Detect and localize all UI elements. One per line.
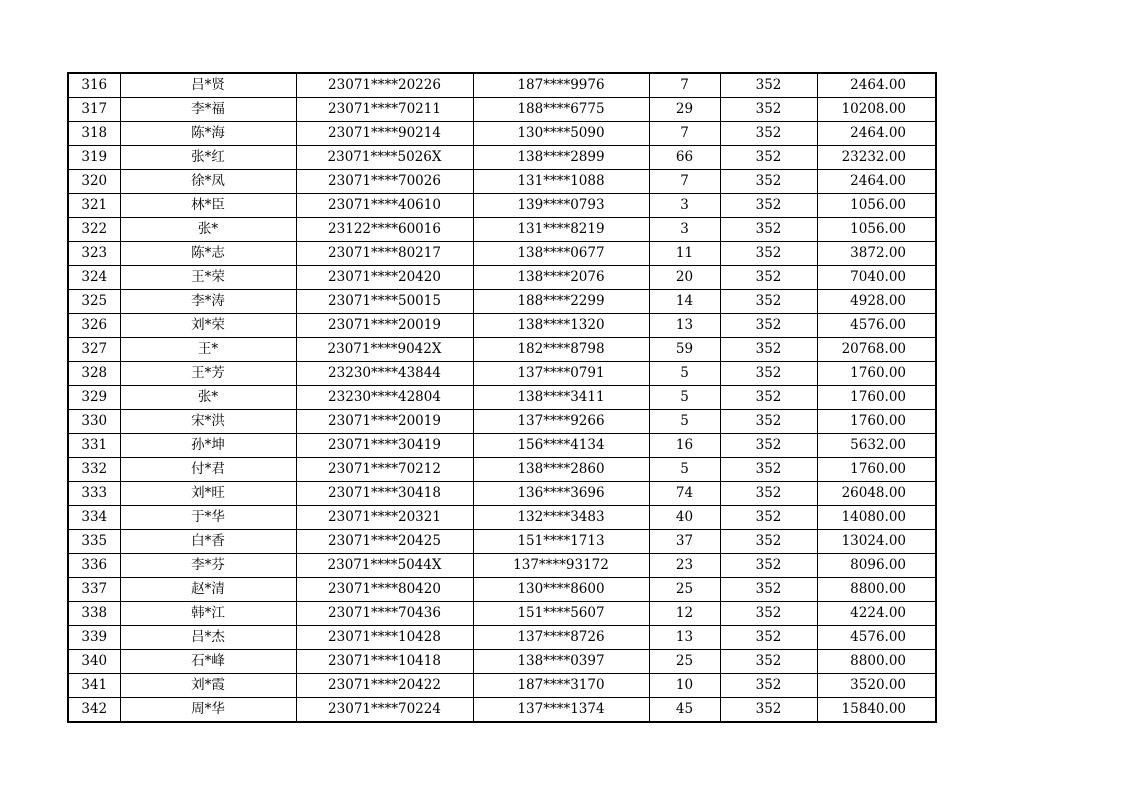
cell-id-number: 23230****42804	[296, 386, 473, 410]
cell-rate: 352	[720, 146, 817, 170]
table-row	[68, 386, 936, 410]
cell-quantity: 66	[649, 146, 720, 170]
cell-name: 白*香	[120, 530, 296, 554]
cell-amount: 4224.00	[817, 602, 936, 626]
cell-amount: 13024.00	[817, 530, 936, 554]
cell-name: 付*君	[120, 458, 296, 482]
cell-amount: 14080.00	[817, 506, 936, 530]
cell-amount: 4576.00	[817, 314, 936, 338]
cell-rate: 352	[720, 242, 817, 266]
cell-rate: 352	[720, 482, 817, 506]
cell-amount: 3872.00	[817, 242, 936, 266]
cell-rate: 352	[720, 290, 817, 314]
cell-name: 于*华	[120, 506, 296, 530]
cell-name: 陈*海	[120, 122, 296, 146]
cell-rate: 352	[720, 338, 817, 362]
cell-phone: 137****8726	[473, 626, 649, 650]
cell-name: 吕*贤	[120, 73, 296, 98]
cell-row-number: 319	[68, 146, 120, 170]
cell-phone: 182****8798	[473, 338, 649, 362]
cell-phone: 137****1374	[473, 698, 649, 723]
cell-name: 石*峰	[120, 650, 296, 674]
cell-phone: 130****5090	[473, 122, 649, 146]
table-row	[68, 314, 936, 338]
cell-amount: 1056.00	[817, 194, 936, 218]
cell-id-number: 23071****20019	[296, 314, 473, 338]
cell-phone: 137****93172	[473, 554, 649, 578]
cell-quantity: 59	[649, 338, 720, 362]
cell-row-number: 325	[68, 290, 120, 314]
cell-phone: 138****0677	[473, 242, 649, 266]
cell-row-number: 340	[68, 650, 120, 674]
cell-id-number: 23071****40610	[296, 194, 473, 218]
cell-phone: 138****2076	[473, 266, 649, 290]
table-row	[68, 458, 936, 482]
table-row	[68, 170, 936, 194]
cell-quantity: 7	[649, 73, 720, 98]
table-row	[68, 554, 936, 578]
cell-row-number: 321	[68, 194, 120, 218]
cell-rate: 352	[720, 266, 817, 290]
cell-row-number: 336	[68, 554, 120, 578]
cell-row-number: 323	[68, 242, 120, 266]
cell-quantity: 7	[649, 122, 720, 146]
cell-name: 宋*洪	[120, 410, 296, 434]
cell-rate: 352	[720, 194, 817, 218]
table-row	[68, 362, 936, 386]
cell-id-number: 23122****60016	[296, 218, 473, 242]
cell-amount: 8800.00	[817, 578, 936, 602]
cell-phone: 156****4134	[473, 434, 649, 458]
cell-row-number: 339	[68, 626, 120, 650]
table-row	[68, 290, 936, 314]
cell-quantity: 7	[649, 170, 720, 194]
table-row	[68, 122, 936, 146]
cell-id-number: 23071****70224	[296, 698, 473, 723]
table-row	[68, 266, 936, 290]
cell-amount: 1760.00	[817, 362, 936, 386]
cell-rate: 352	[720, 122, 817, 146]
cell-quantity: 11	[649, 242, 720, 266]
cell-row-number: 322	[68, 218, 120, 242]
cell-amount: 3520.00	[817, 674, 936, 698]
cell-name: 吕*杰	[120, 626, 296, 650]
cell-row-number: 324	[68, 266, 120, 290]
cell-id-number: 23071****80420	[296, 578, 473, 602]
cell-rate: 352	[720, 650, 817, 674]
cell-id-number: 23071****30418	[296, 482, 473, 506]
cell-name: 王*荣	[120, 266, 296, 290]
cell-id-number: 23071****20226	[296, 73, 473, 98]
cell-phone: 151****5607	[473, 602, 649, 626]
table-row	[68, 674, 936, 698]
table-row	[68, 482, 936, 506]
cell-rate: 352	[720, 362, 817, 386]
table-row	[68, 410, 936, 434]
cell-name: 林*臣	[120, 194, 296, 218]
cell-row-number: 330	[68, 410, 120, 434]
cell-rate: 352	[720, 698, 817, 723]
cell-phone: 130****8600	[473, 578, 649, 602]
cell-rate: 352	[720, 434, 817, 458]
cell-phone: 188****2299	[473, 290, 649, 314]
cell-id-number: 23071****5026X	[296, 146, 473, 170]
cell-rate: 352	[720, 506, 817, 530]
cell-phone: 131****1088	[473, 170, 649, 194]
cell-quantity: 5	[649, 458, 720, 482]
cell-amount: 20768.00	[817, 338, 936, 362]
cell-row-number: 327	[68, 338, 120, 362]
cell-id-number: 23071****10428	[296, 626, 473, 650]
cell-id-number: 23071****70211	[296, 98, 473, 122]
cell-quantity: 20	[649, 266, 720, 290]
cell-phone: 139****0793	[473, 194, 649, 218]
cell-quantity: 45	[649, 698, 720, 723]
cell-rate: 352	[720, 530, 817, 554]
cell-amount: 2464.00	[817, 170, 936, 194]
cell-rate: 352	[720, 458, 817, 482]
table-row	[68, 650, 936, 674]
cell-id-number: 23071****20321	[296, 506, 473, 530]
cell-phone: 137****9266	[473, 410, 649, 434]
cell-amount: 10208.00	[817, 98, 936, 122]
cell-row-number: 334	[68, 506, 120, 530]
cell-name: 张*	[120, 218, 296, 242]
cell-phone: 138****3411	[473, 386, 649, 410]
cell-row-number: 316	[68, 73, 120, 98]
table-row	[68, 218, 936, 242]
cell-row-number: 320	[68, 170, 120, 194]
cell-rate: 352	[720, 554, 817, 578]
cell-name: 孙*坤	[120, 434, 296, 458]
cell-id-number: 23071****20420	[296, 266, 473, 290]
cell-amount: 8096.00	[817, 554, 936, 578]
cell-quantity: 40	[649, 506, 720, 530]
table-row	[68, 602, 936, 626]
cell-rate: 352	[720, 73, 817, 98]
cell-amount: 1760.00	[817, 386, 936, 410]
cell-amount: 4576.00	[817, 626, 936, 650]
cell-phone: 138****0397	[473, 650, 649, 674]
cell-id-number: 23071****70436	[296, 602, 473, 626]
cell-rate: 352	[720, 410, 817, 434]
table-row	[68, 73, 936, 98]
cell-amount: 26048.00	[817, 482, 936, 506]
cell-name: 周*华	[120, 698, 296, 723]
cell-phone: 187****3170	[473, 674, 649, 698]
cell-phone: 132****3483	[473, 506, 649, 530]
cell-row-number: 326	[68, 314, 120, 338]
cell-id-number: 23071****30419	[296, 434, 473, 458]
cell-name: 徐*凤	[120, 170, 296, 194]
cell-name: 刘*旺	[120, 482, 296, 506]
cell-name: 陈*志	[120, 242, 296, 266]
cell-quantity: 13	[649, 626, 720, 650]
cell-quantity: 3	[649, 194, 720, 218]
table-row	[68, 530, 936, 554]
table-row	[68, 434, 936, 458]
cell-id-number: 23071****5044X	[296, 554, 473, 578]
cell-id-number: 23071****9042X	[296, 338, 473, 362]
cell-id-number: 23071****50015	[296, 290, 473, 314]
cell-quantity: 5	[649, 410, 720, 434]
cell-row-number: 341	[68, 674, 120, 698]
cell-name: 王*芳	[120, 362, 296, 386]
cell-id-number: 23071****80217	[296, 242, 473, 266]
cell-row-number: 333	[68, 482, 120, 506]
cell-name: 张*	[120, 386, 296, 410]
cell-amount: 23232.00	[817, 146, 936, 170]
cell-amount: 15840.00	[817, 698, 936, 723]
cell-amount: 4928.00	[817, 290, 936, 314]
table-row	[68, 578, 936, 602]
cell-name: 王*	[120, 338, 296, 362]
cell-row-number: 318	[68, 122, 120, 146]
table-row	[68, 338, 936, 362]
cell-quantity: 10	[649, 674, 720, 698]
cell-name: 李*福	[120, 98, 296, 122]
cell-row-number: 332	[68, 458, 120, 482]
cell-amount: 1056.00	[817, 218, 936, 242]
cell-amount: 1760.00	[817, 458, 936, 482]
cell-row-number: 328	[68, 362, 120, 386]
cell-name: 刘*霞	[120, 674, 296, 698]
cell-rate: 352	[720, 218, 817, 242]
cell-id-number: 23071****90214	[296, 122, 473, 146]
cell-phone: 137****0791	[473, 362, 649, 386]
cell-quantity: 25	[649, 578, 720, 602]
cell-name: 张*红	[120, 146, 296, 170]
cell-quantity: 29	[649, 98, 720, 122]
cell-amount: 2464.00	[817, 122, 936, 146]
cell-name: 李*涛	[120, 290, 296, 314]
cell-rate: 352	[720, 98, 817, 122]
cell-phone: 131****8219	[473, 218, 649, 242]
cell-name: 刘*荣	[120, 314, 296, 338]
cell-id-number: 23230****43844	[296, 362, 473, 386]
cell-rate: 352	[720, 578, 817, 602]
cell-id-number: 23071****70026	[296, 170, 473, 194]
cell-amount: 5632.00	[817, 434, 936, 458]
cell-row-number: 335	[68, 530, 120, 554]
cell-id-number: 23071****10418	[296, 650, 473, 674]
cell-phone: 188****6775	[473, 98, 649, 122]
cell-quantity: 5	[649, 362, 720, 386]
cell-quantity: 3	[649, 218, 720, 242]
cell-id-number: 23071****70212	[296, 458, 473, 482]
table-row	[68, 194, 936, 218]
cell-phone: 151****1713	[473, 530, 649, 554]
table-row	[68, 146, 936, 170]
cell-id-number: 23071****20422	[296, 674, 473, 698]
cell-name: 赵*清	[120, 578, 296, 602]
cell-quantity: 13	[649, 314, 720, 338]
cell-quantity: 74	[649, 482, 720, 506]
cell-rate: 352	[720, 674, 817, 698]
cell-phone: 138****2899	[473, 146, 649, 170]
cell-quantity: 37	[649, 530, 720, 554]
cell-quantity: 16	[649, 434, 720, 458]
cell-quantity: 5	[649, 386, 720, 410]
cell-row-number: 331	[68, 434, 120, 458]
cell-id-number: 23071****20425	[296, 530, 473, 554]
cell-quantity: 25	[649, 650, 720, 674]
cell-amount: 8800.00	[817, 650, 936, 674]
cell-amount: 1760.00	[817, 410, 936, 434]
data-table	[67, 72, 937, 723]
cell-phone: 138****2860	[473, 458, 649, 482]
cell-rate: 352	[720, 386, 817, 410]
cell-amount: 2464.00	[817, 73, 936, 98]
cell-phone: 138****1320	[473, 314, 649, 338]
cell-row-number: 337	[68, 578, 120, 602]
table-body	[68, 73, 936, 722]
cell-amount: 7040.00	[817, 266, 936, 290]
cell-rate: 352	[720, 626, 817, 650]
cell-name: 韩*江	[120, 602, 296, 626]
cell-quantity: 23	[649, 554, 720, 578]
table-row	[68, 98, 936, 122]
table-row	[68, 698, 936, 723]
cell-rate: 352	[720, 602, 817, 626]
cell-rate: 352	[720, 170, 817, 194]
cell-row-number: 317	[68, 98, 120, 122]
cell-row-number: 342	[68, 698, 120, 723]
cell-quantity: 12	[649, 602, 720, 626]
cell-quantity: 14	[649, 290, 720, 314]
table-row	[68, 626, 936, 650]
cell-phone: 187****9976	[473, 73, 649, 98]
table-row	[68, 242, 936, 266]
cell-row-number: 338	[68, 602, 120, 626]
cell-row-number: 329	[68, 386, 120, 410]
table-row	[68, 506, 936, 530]
cell-rate: 352	[720, 314, 817, 338]
cell-phone: 136****3696	[473, 482, 649, 506]
cell-name: 李*芬	[120, 554, 296, 578]
cell-id-number: 23071****20019	[296, 410, 473, 434]
